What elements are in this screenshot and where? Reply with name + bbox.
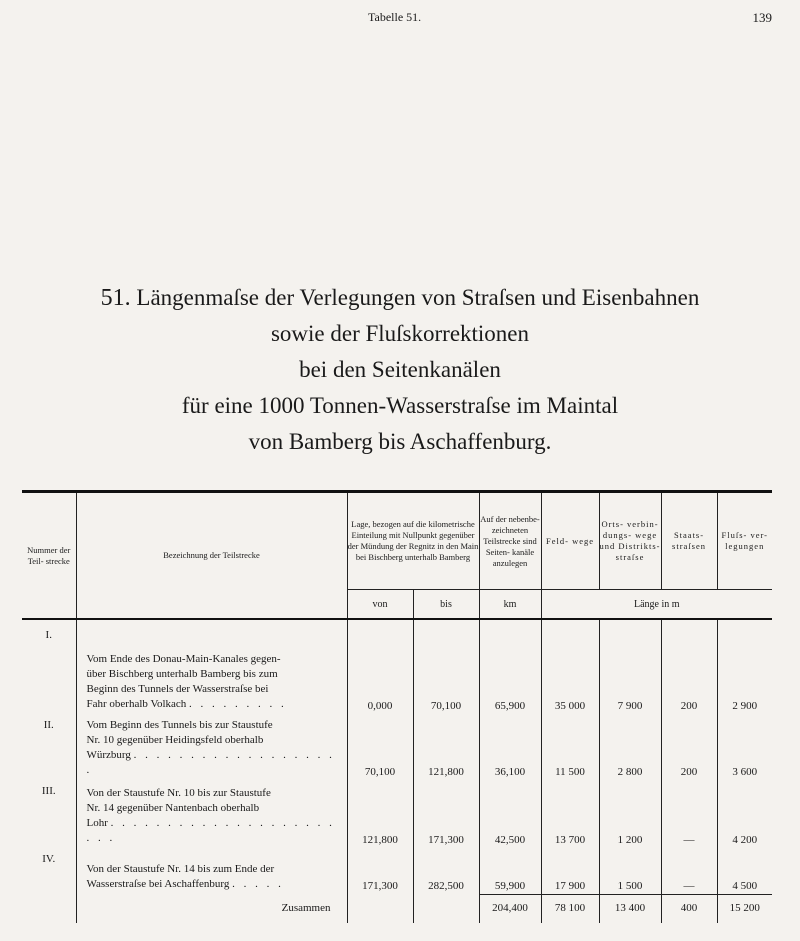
header-lage: Lage, bezogen auf die kilometrische Einteilung mit Nullpunkt gegenüber der Mündung der Regnitz in den Main bei Bischberg unterhalb Bamberg <box>347 493 479 590</box>
row-bis: 171,300 <box>413 780 479 848</box>
row-von: 121,800 <box>347 780 413 848</box>
row-km: 42,500 <box>479 780 541 848</box>
row-fluss: 4 200 <box>732 834 758 846</box>
header-km: km <box>479 590 541 620</box>
sum-km: 204,400 <box>479 894 541 923</box>
row-bis: 282,500 <box>413 848 479 894</box>
row-km: 59,900 <box>479 848 541 894</box>
header-von: von <box>347 590 413 620</box>
header-laenge: Länge in m <box>541 590 772 620</box>
row-feldwege: 17 900 <box>541 848 599 894</box>
row-staats: — <box>661 780 717 848</box>
table-row <box>22 619 772 714</box>
sum-fluss: 15 200 <box>717 894 772 923</box>
row-von: 171,300 <box>347 848 413 894</box>
table-number: 51. <box>100 285 131 311</box>
row-description: Von der Staustufe Nr. 10 bis zur Staustufe Nr. 14 gegenüber Nantenbach oberhalb Lohr . . . . . . . . . . . . . . . . . . . . . . . <box>76 780 347 848</box>
row-feldwege: 11 500 <box>541 714 599 780</box>
title-line-4: für eine 1000 Tonnen-Wasserstraſse im Maintal <box>181 393 619 418</box>
header-bis: bis <box>413 590 479 620</box>
row-km: 36,100 <box>479 714 541 780</box>
table-row <box>22 848 772 894</box>
header-fluss: Fluſs- ver- legungen <box>721 530 768 551</box>
running-head <box>0 10 800 30</box>
title-line-2: sowie der Fluſskorrektionen <box>270 321 530 346</box>
row-number: I. <box>22 619 76 714</box>
title-line-5: von Bamberg bis Aschaffenburg. <box>248 429 552 454</box>
sum-label: Zusammen <box>76 894 347 923</box>
row-description: Vom Beginn des Tunnels bis zur Staustufe Nr. 10 gegenüber Heidingsfeld oberhalb Würzburg . . . . . . . . . . . . . . . . . . . <box>76 714 347 780</box>
row-fluss: 3 600 <box>732 766 758 778</box>
row-fluss: 2 900 <box>732 700 758 712</box>
row-von: 70,100 <box>347 714 413 780</box>
row-feldwege: 35 000 <box>541 619 599 714</box>
header-feldwege: Feld- wege <box>541 493 599 590</box>
row-staats: — <box>661 848 717 894</box>
sum-row <box>22 894 772 923</box>
row-bis: 121,800 <box>413 714 479 780</box>
row-staats: 200 <box>661 714 717 780</box>
row-number: III. <box>22 780 76 848</box>
header-nummer: Nummer der Teil- strecke <box>22 493 76 619</box>
title-line-1: 51. Längenmaſse der Verlegungen von Straſsen und Eisenbahnen <box>100 285 700 311</box>
sum-orts: 13 400 <box>599 894 661 923</box>
table-title <box>0 280 800 460</box>
sum-staats: 400 <box>661 894 717 923</box>
row-orts: 1 500 <box>599 848 661 894</box>
row-description: Vom Ende des Donau-Main-Kanales gegen- über Bischberg unterhalb Bamberg bis zum Beginn des Tunnels der Wasserstraſse bei Fahr oberhalb Volkach . . . . . . . . . <box>76 619 347 714</box>
title-line-3: bei den Seitenkanälen <box>299 357 501 382</box>
row-bis: 70,100 <box>413 619 479 714</box>
row-description: Von der Staustufe Nr. 14 bis zum Ende der Wasserstraſse bei Aschaffenburg . . . . . <box>76 848 347 894</box>
header-orts: Orts- verbin- dungs- wege und Distrikts- straſse <box>599 493 661 590</box>
row-feldwege: 13 700 <box>541 780 599 848</box>
table-row <box>22 780 772 848</box>
data-table <box>22 490 772 923</box>
row-fluss: 4 500 <box>732 879 758 892</box>
row-km: 65,900 <box>479 619 541 714</box>
running-head-title: Tabelle 51. <box>368 10 422 24</box>
header-bezeichnung: Bezeichnung der Teilstrecke <box>76 493 347 619</box>
row-orts: 2 800 <box>599 714 661 780</box>
row-number: IV. <box>22 848 76 894</box>
row-orts: 7 900 <box>599 619 661 714</box>
header-auf-der: Auf der nebenbe- zeichneten Teilstrecke sind Seiten- kanäle anzulegen <box>479 493 541 590</box>
header-staats: Staats- straſsen <box>661 493 717 590</box>
table-row <box>22 714 772 780</box>
row-staats: 200 <box>661 619 717 714</box>
page-number: 139 <box>752 10 772 25</box>
row-orts: 1 200 <box>599 780 661 848</box>
sum-feldwege: 78 100 <box>541 894 599 923</box>
row-number: II. <box>22 714 76 780</box>
row-von: 0,000 <box>347 619 413 714</box>
